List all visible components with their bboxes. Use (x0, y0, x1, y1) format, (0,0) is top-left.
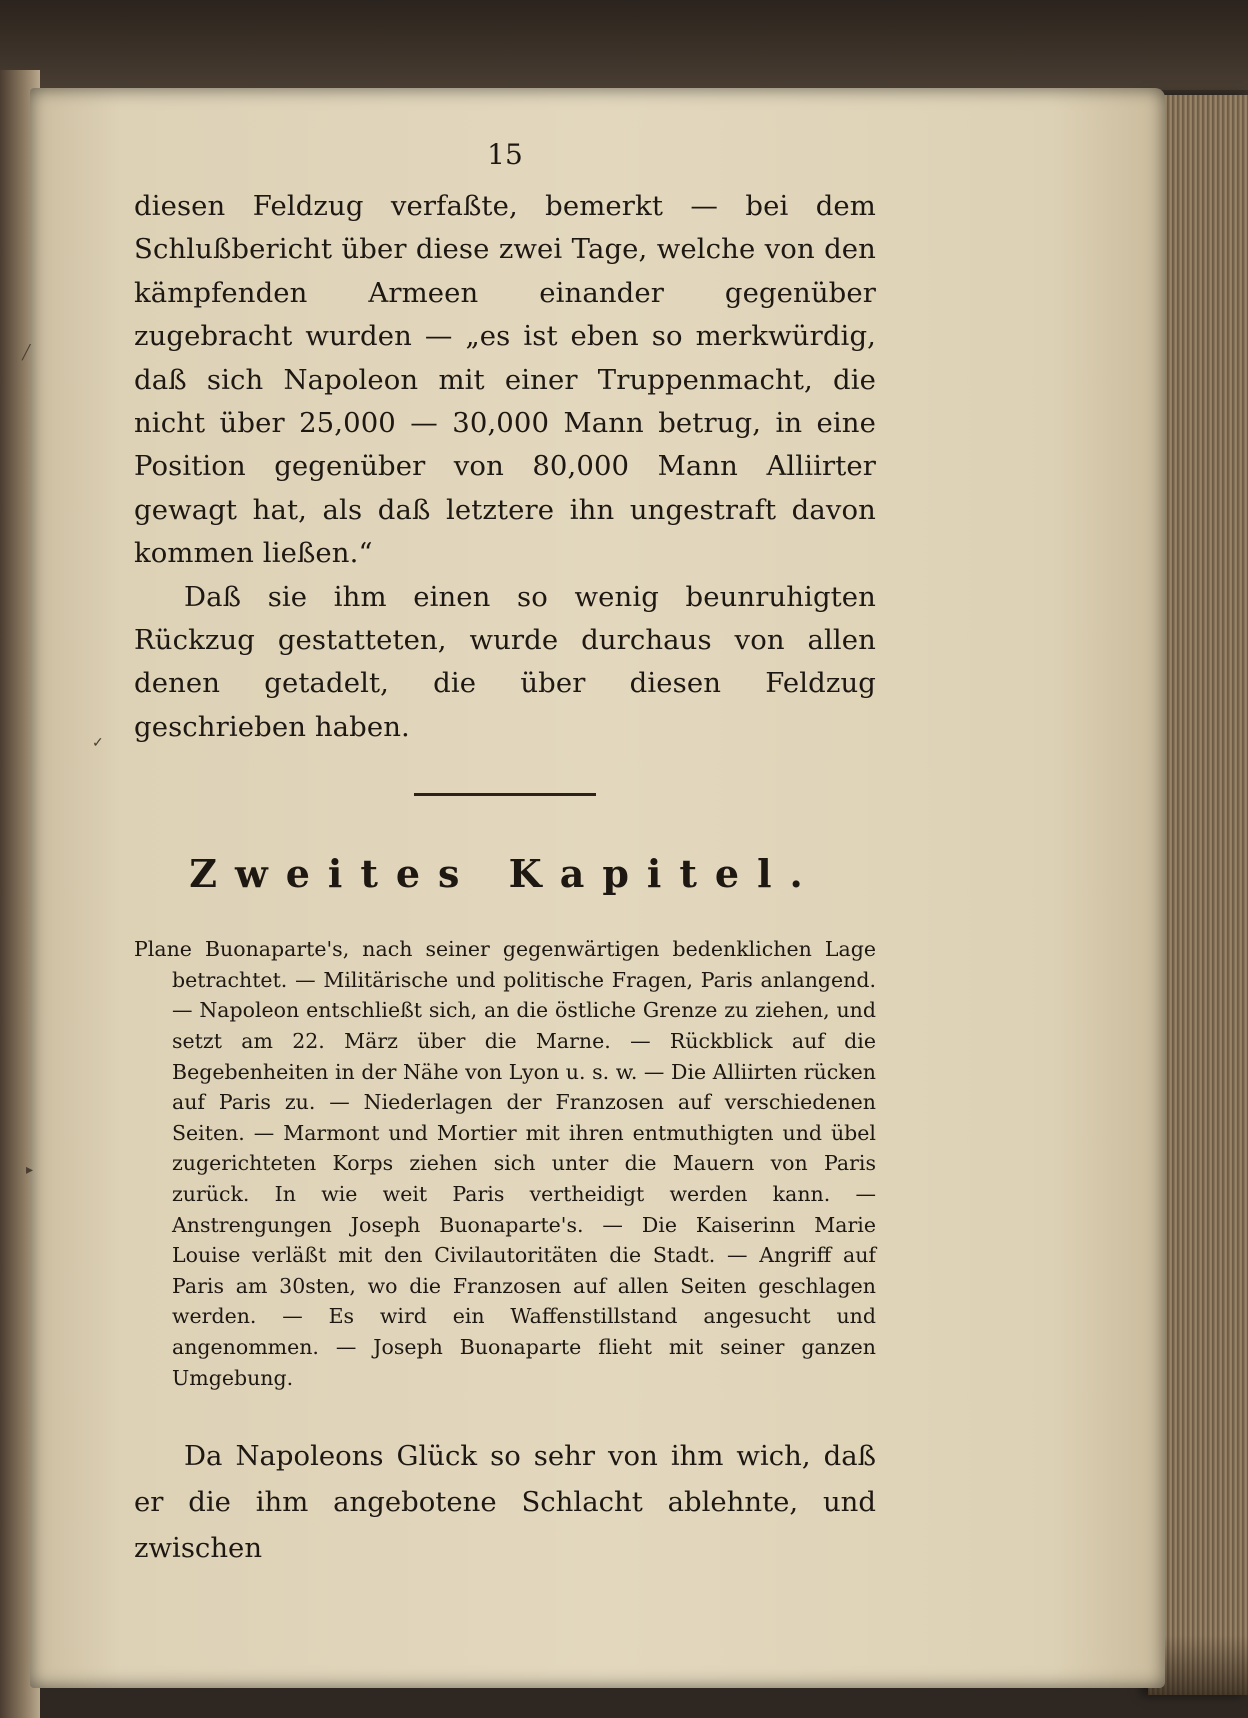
chapter-title: Zweites Kapitel. (189, 851, 821, 897)
page-number: 15 (487, 138, 523, 171)
book-binding-top (0, 0, 1248, 90)
margin-mark: ╱ (22, 345, 31, 361)
chapter-summary: Plane Buonaparte's, nach seiner gegenwärtigen bedenklichen Lage betrachtet. — Militärische und politische Fragen, Paris anlangend. — Napoleon entschließt sich, an die östliche Grenze zu ziehen, und setzt am 22. März über die Marne. — Rückblick auf die Begebenheiten in der Nähe von Lyon u. s. w. — Die Alliirten rücken auf Paris zu. — Niederlagen der Franzosen auf verschiedenen Seiten. — Marmont und Mortier mit ihren entmuthigten und übel zugerichteten Korps ziehen sich unter die Mauern von Paris zurück. In wie weit Paris vertheidigt werden kann. — Anstrengungen Joseph Buonaparte's. — Die Kaiserinn Marie Louise verläßt mit den Civilautoritäten die Stadt. — Angriff auf Paris am 30sten, wo die Franzosen auf allen Seiten geschlagen werden. — Es wird ein Waffenstillstand angesucht und angenommen. — Joseph Buonaparte flieht mit seiner ganzen Umgebung. (134, 937, 876, 1390)
paragraph-2: Daß sie ihm einen so wenig beunruhigten Rückzug gestatteten, wurde durchaus von allen denen getadelt, die über diesen Feldzug geschrieben haben. (134, 580, 876, 743)
section-divider (414, 793, 596, 796)
paragraph-1: diesen Feldzug verfaßte, bemerkt — bei dem Schlußbericht über diese zwei Tage, welche von den kämpfenden Armeen einander gegenüber zugebracht wurden — „es ist eben so merkwürdig, daß sich Napoleon mit einer Truppenmacht, die nicht über 25,000 — 30,000 Mann betrug, in eine Position gegenüber von 80,000 Mann Alliirter gewagt hat, als daß letztere ihn ungestraft davon kommen ließen.“ (134, 190, 876, 570)
page-text (134, 135, 876, 1571)
paragraph-3: Da Napoleons Glück so sehr von ihm wich, daß er die ihm angebotene Schlacht ablehnte, und zwischen (134, 1440, 876, 1565)
margin-mark: ✓ (92, 735, 104, 751)
margin-mark: ▸ (26, 1162, 34, 1178)
